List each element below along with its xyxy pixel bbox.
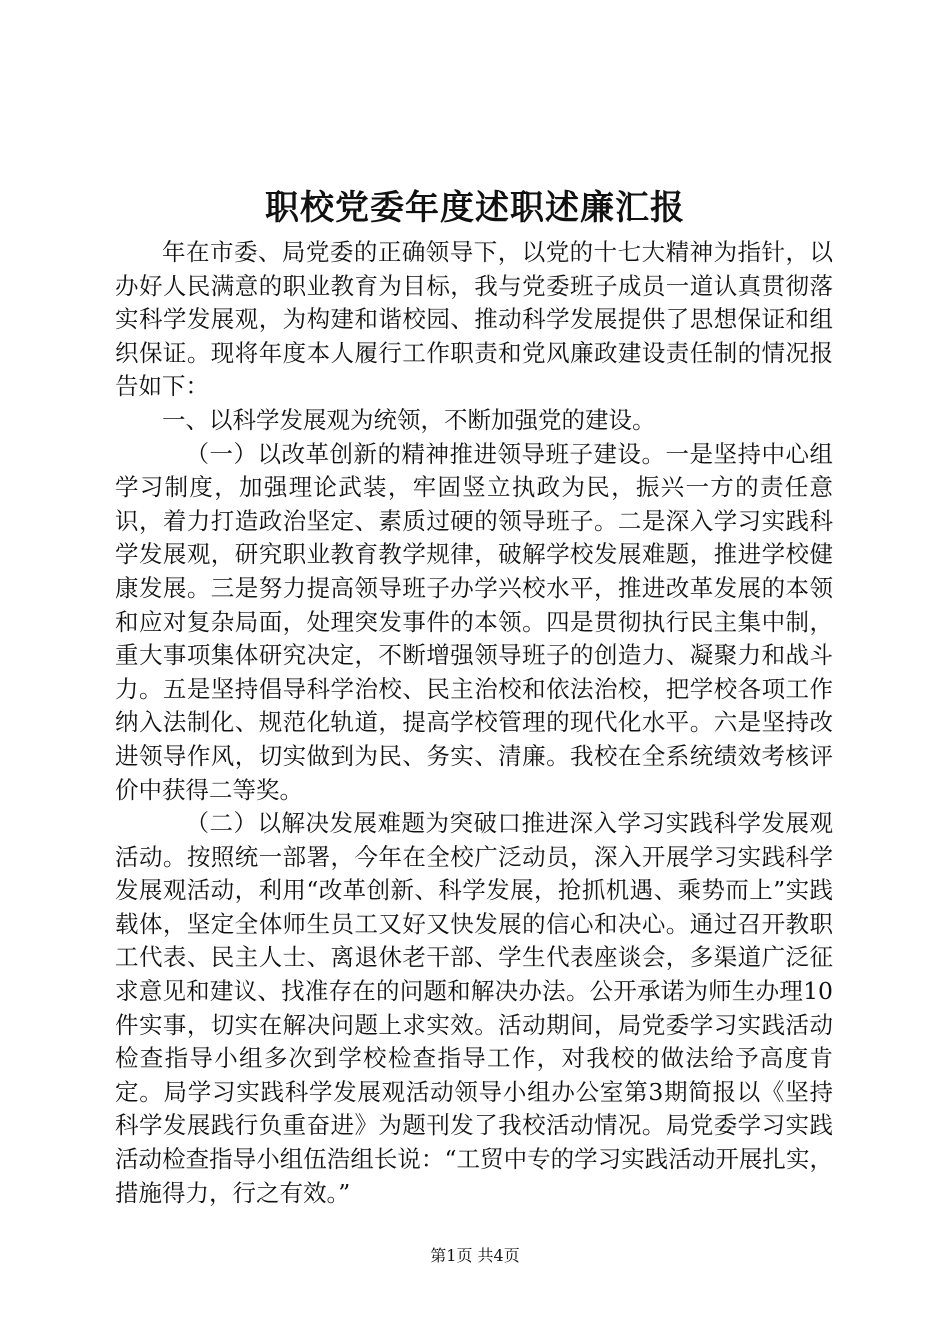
- document-title: 职校党委年度述职述廉汇报: [265, 188, 685, 228]
- subsection-paragraph-2: （二）以解决发展难题为突破口推进深入学习实践科学发展观活动。按照统一部署，今年在全校广泛动员，深入开展学习实践科学发展观活动，利用“改革创新、科学发展，抢抓机遇、乘势而上”实践载体，坚定全体师生员工又好又快发展的信心和决心。通过召开教职工代表、民主人士、离退休老干部、学生代表座谈会，多渠道广泛征求意见和建议、找准存在的问题和解决办法。公开承诺为师生办理10件实事，切实在解决问题上求实效。活动期间，局党委学习实践活动检查指导小组多次到学校检查指导工作，对我校的做法给予高度肯定。局学习实践科学发展观活动领导小组办公室第3期简报以《坚持科学发展践行负重奋进》为题刊发了我校活动情况。局党委学习实践活动检查指导小组伍浩组长说：“工贸中专的学习实践活动开展扎实，措施得力，行之有效。”: [115, 809, 833, 1207]
- section-heading: 一、以科学发展观为统领，不断加强党的建设。: [162, 405, 656, 434]
- intro-paragraph: 年在市委、局党委的正确领导下，以党的十七大精神为指针，以办好人民满意的职业教育为目标，我与党委班子成员一道认真贯彻落实科学发展观，为构建和谐校园、推动科学发展提供了思想保证和组织保证。现将年度本人履行工作职责和党风廉政建设责任制的情况报告如下：: [115, 238, 833, 401]
- page-number: 第1页 共4页: [430, 1246, 520, 1265]
- document-body: [115, 236, 833, 1210]
- subsection-paragraph-1: （一）以改革创新的精神推进领导班子建设。一是坚持中心组学习制度，加强理论武装，牢固竖立执政为民，振兴一方的责任意识，着力打造政治坚定、素质过硬的领导班子。二是深入学习实践科学发展观，研究职业教育教学规律，破解学校发展难题，推进学校健康发展。三是努力提高领导班子办学兴校水平，推进改革发展的本领和应对复杂局面，处理突发事件的本领。四是贯彻执行民主集中制，重大事项集体研究决定，不断增强领导班子的创造力、凝聚力和战斗力。五是坚持倡导科学治校、民主治校和依法治校，把学校各项工作纳入法制化、规范化轨道，提高学校管理的现代化水平。六是坚持改进领导作风，切实做到为民、务实、清廉。我校在全系统绩效考核评价中获得二等奖。: [115, 439, 833, 804]
